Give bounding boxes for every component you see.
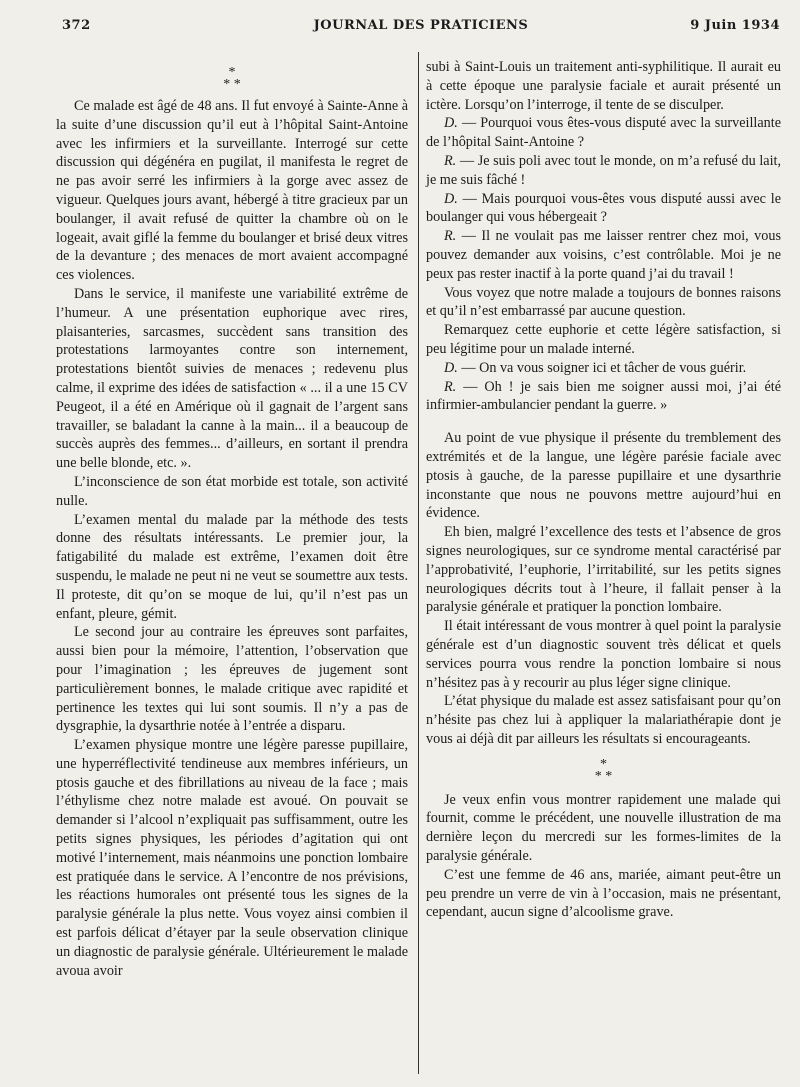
paragraph: Eh bien, malgré l’excellence des tests et l’absence de gros signes neurologiques, sur ce syndrome mental caractérisé par l’approbativité, l’euphorie, l’irritabilité, sur les petits signes neurologiques décrits tout à l’heure, il fallait penser à la paralysie générale et pratiquer la ponction lombaire. (426, 524, 781, 616)
dialogue-line (426, 359, 781, 378)
journal-title: JOURNAL DES PRATICIENS (313, 18, 529, 33)
paragraph: L’inconscience de son état morbide est totale, son activité nulle. (56, 473, 408, 509)
dialogue-text: — On va vous soigner ici et tâcher de vous guérir. (457, 359, 747, 376)
dialogue-text: — Il ne voulait pas me laisser rentrer chez moi, vous pouvez demander aux voisins, c’est contrôlable. Moi je ne peux pas rester inactif à la porte quand j’ai du travail ! (426, 228, 781, 282)
paragraph: L’état physique du malade est assez satisfaisant pour qu’on n’hésite pas chez lui à appliquer la malariathérapie dont je vous ai déjà dit par ailleurs les résultats si encourageants. (426, 693, 781, 747)
paragraph: Le second jour au contraire les épreuves sont parfaites, aussi bien pour la mémoire, l’attention, l’observation que pour l’imagination ; les épreuves de jugement sont particulièrement bonnes, le malade critique avec rapidité et pertinence les textes qui lui sont soumis. Il n’y a pas de dysgraphie, la dysarthrie notée à l’entrée a disparu. (56, 624, 408, 735)
paragraph: subi à Saint-Louis un traitement anti-syphilitique. Il aurait eu à cette époque une paralysie faciale et aurait présenté un ictère. Lorsqu’on l’interroge, il tente de se disculper. (426, 59, 781, 113)
speaker-label: R. (444, 378, 457, 395)
dialogue-line (426, 378, 781, 416)
left-column (56, 63, 408, 980)
paragraph: Remarquez cette euphorie et cette légère satisfaction, si peu légitime pour un malade interné. (426, 322, 781, 357)
speaker-label: R. (444, 152, 457, 169)
paragraph: Au point de vue physique il présente du tremblement des extrémités et de la langue, une légère parésie faciale avec ptosis à gauche, de la paresse pupillaire et une dysarthrie inconstante que nous ne pouvons mettre aujourd’hui en évidence. (426, 430, 781, 522)
spacer (426, 415, 781, 429)
issue-date: 9 Juin 1934 (690, 18, 780, 33)
dialogue-text: — Pourquoi vous êtes-vous disputé avec la surveillante de l’hôpital Saint-Antoine ? (426, 115, 781, 151)
dialogue-line (426, 114, 781, 152)
page-number: 372 (62, 18, 91, 33)
page-header (62, 18, 780, 38)
right-column (426, 58, 781, 922)
paragraph: C’est une femme de 46 ans, mariée, aimant peut-être un peu prendre un verre de vin à l’occasion, mais ne présentant, cependant, aucun signe d’alcoolisme grave. (426, 866, 781, 921)
paragraph: Je veux enfin vous montrer rapidement une malade qui fournit, comme le précédent, une nouvelle illustration de ma dernière leçon du mercredi sur les formes-limites de la paralysie générale. (426, 791, 781, 865)
dialogue-line (426, 190, 781, 228)
dialogue-text: — Oh ! je sais bien me soigner aussi moi, j’ai été infirmier-ambulancier pendant la guerre. » (426, 378, 781, 414)
speaker-label: D. (444, 190, 458, 207)
paragraph: Ce malade est âgé de 48 ans. Il fut envoyé à Sainte-Anne à la suite d’une discussion qu’il eut à l’hôpital Saint-Antoine avec les infirmiers et la surveillante. Interrogé sur cette discussion qui dégénéra en pugilat, il manifesta le regret de ne pas avoir serré les infirmiers à la gorge avec assez de vigueur. Quelques jours avant, hébergé à titre gracieux par un boulanger, il avait refusé de quitter la chambre où on le logeait, avait giflé la femme du boulanger et brisé deux vitres de la devanture ; des menaces de mort avaient accompagné ces violences. (56, 98, 408, 284)
dialogue-text: — Je suis poli avec tout le monde, on m’a refusé du lait, je me suis fâché ! (426, 152, 781, 188)
paragraph: L’examen physique montre une légère paresse pupillaire, une hyperréflectivité tendineuse aux membres inférieurs, un ptosis gauche et des fibrillations au niveau de la face ; mais l’éthylisme chez notre malade est avoué. On pouvait se demander si l’alcool n’expliquait pas suffisamment, outre les petits signes physiques, les périodes d’agitation qui ont motivé l’internement, mais néanmoins une ponction lombaire est pratiquée dans le service. A l’encontre de nos prévisions, les réactions humorales ont présenté tous les signes de la paralysie générale la plus nette. Vous voyez ainsi combien il est parfois délicat d’étayer par la seule observation clinique un diagnostic de paralysie générale. Ultérieurement le malade avoua avoir (56, 737, 408, 979)
paragraph: Vous voyez que notre malade a toujours de bonnes raisons et qu’il n’est embarrassé par aucune question. (426, 284, 781, 320)
dialogue-line (426, 227, 781, 283)
section-separator: * * * (594, 756, 613, 784)
speaker-label: D. (444, 115, 458, 132)
dialogue-line (426, 152, 781, 190)
column-divider (418, 52, 419, 1074)
paragraph: Dans le service, il manifeste une variabilité extrême de l’humeur. A une présentation euphorique avec rires, plaisanteries, sarcasmes, succèdent sans transition des protestations larmoyantes contre son internement, protestations bientôt suivies de menaces ; redevenu plus calme, il exprime des idées de satisfaction « ... il a une 15 CV Peugeot, il a été en Amérique où il gagnait de l’argent sans travailler, se baladant la canne à la main... il a beaucoup de succès auprès des femmes... d’ailleurs, en sortant il prendra une belle blonde, etc. ». (56, 285, 408, 472)
speaker-label: D. (444, 359, 458, 376)
speaker-label: R. (444, 228, 457, 245)
paragraph: Il était intéressant de vous montrer à quel point la paralysie générale est d’un diagnostic souvent très délicat et quels services pourra vous rendre la ponction lombaire si nous n’hésitez pas à y recourir au plus léger signe clinique. (426, 618, 781, 691)
paragraph: L’examen mental du malade par la méthode des tests donne des résultats intéressants. Le premier jour, la fatigabilité du malade est extrême, l’examen doit être suspendu, le malade ne peut ni ne veut se soumettre aux tests. Il proteste, dit qu’on se moque de lui, qu’il n’est pas un enfant, pleure, gémit. (56, 511, 408, 622)
dialogue-text: — Mais pourquoi vous-êtes vous disputé aussi avec le boulanger qui vous hébergeait ? (426, 190, 781, 226)
section-separator: * * * (223, 65, 241, 92)
